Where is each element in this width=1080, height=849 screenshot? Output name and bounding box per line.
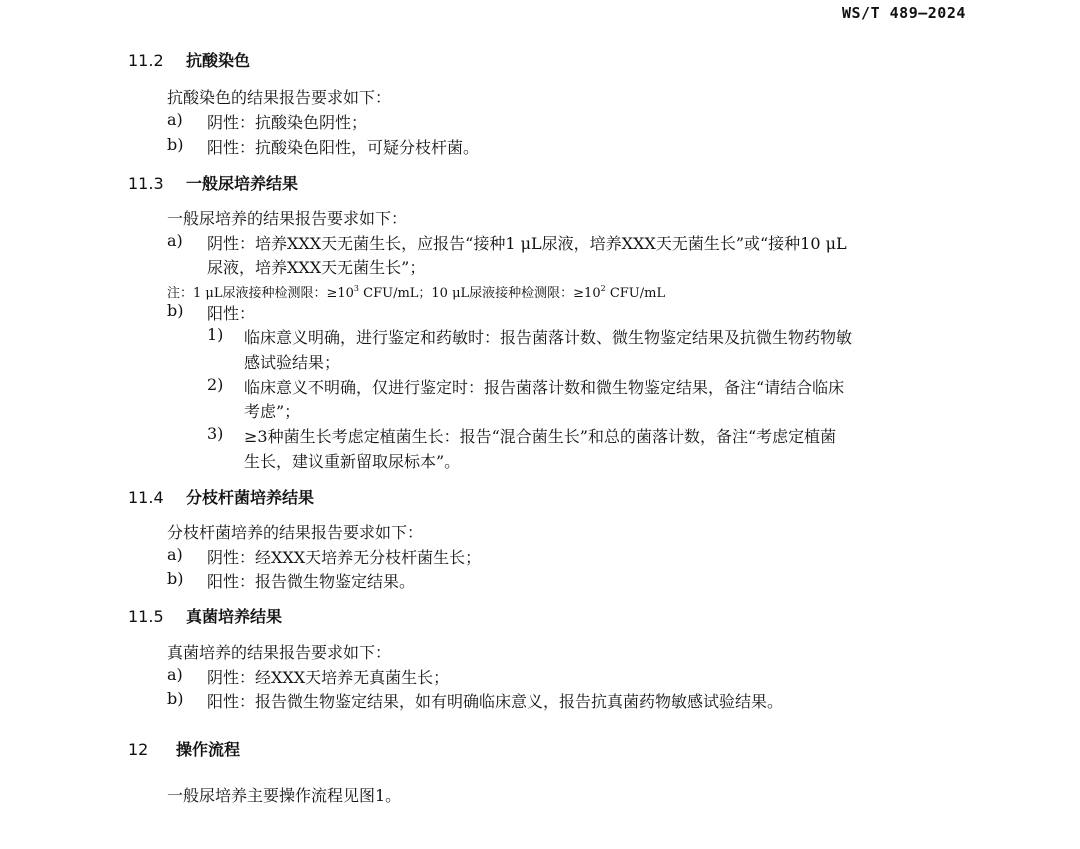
list-item-label: a) — [167, 545, 183, 564]
list-item-label: a) — [167, 665, 183, 684]
section-heading-11-3 — [128, 171, 298, 194]
sub-item-label: 2) — [207, 375, 224, 394]
paragraph-intro: 分枝杆菌培养的结果报告要求如下： — [167, 523, 424, 542]
sub-item-text-continued: 考虑”； — [244, 402, 301, 421]
section-number: 11.3 — [128, 174, 164, 193]
section-title: 真菌培养结果 — [186, 607, 283, 626]
note-text: CFU/mL；10 μL尿液接种检测限：≥10 — [359, 286, 601, 301]
paragraph-intro: 抗酸染色的结果报告要求如下： — [167, 88, 392, 107]
section-title: 操作流程 — [176, 740, 241, 759]
section-title: 一般尿培养结果 — [186, 174, 299, 193]
note-text: 注：1 μL尿液接种检测限：≥10 — [167, 286, 354, 301]
section-heading-11-2 — [128, 48, 250, 71]
sub-item-text-continued: 生长，建议重新留取尿标本”。 — [244, 452, 461, 471]
section-number: 11.5 — [128, 607, 164, 626]
list-item-label: b) — [167, 135, 184, 154]
note — [167, 282, 665, 301]
paragraph-intro: 真菌培养的结果报告要求如下： — [167, 643, 392, 662]
sub-item-label: 3) — [207, 424, 224, 443]
section-number: 12 — [128, 740, 149, 759]
list-item-text: 阴性：经XXX天培养无真菌生长； — [207, 668, 450, 687]
list-item-label: a) — [167, 110, 183, 129]
sub-item-text-continued: 感试验结果； — [244, 353, 341, 372]
note-exponent: 2 — [600, 284, 606, 293]
paragraph-intro: 一般尿培养的结果报告要求如下： — [167, 209, 408, 228]
sub-item-text: ≥3种菌生长考虑定植菌生长：报告“混合菌生长”和总的菌落计数，备注“考虑定植菌 — [244, 427, 837, 446]
list-item-text: 阴性：培养XXX天无菌生长，应报告“接种1 μL尿液，培养XXX天无菌生长”或“接种10 μL — [207, 234, 847, 253]
list-item-text-continued: 尿液，培养XXX天无菌生长”； — [207, 258, 426, 277]
sub-item-label: 1) — [207, 325, 224, 344]
list-item-text: 阴性：经XXX天培养无分枝杆菌生长； — [207, 548, 482, 567]
list-item-text: 阳性：抗酸染色阳性，可疑分枝杆菌。 — [207, 138, 480, 157]
section-title: 抗酸染色 — [186, 51, 251, 70]
section-number: 11.2 — [128, 51, 164, 70]
list-item-text: 阳性：报告微生物鉴定结果，如有明确临床意义，报告抗真菌药物敏感试验结果。 — [207, 692, 784, 711]
section-heading-12 — [128, 737, 240, 760]
list-item-label: b) — [167, 689, 184, 708]
list-item-label: b) — [167, 301, 184, 320]
sub-item-text: 临床意义不明确，仅进行鉴定时：报告菌落计数和微生物鉴定结果，备注“请结合临床 — [244, 378, 845, 397]
section-heading-11-5 — [128, 604, 282, 627]
list-item-label: a) — [167, 231, 183, 250]
sub-item-text: 临床意义明确，进行鉴定和药敏时：报告菌落计数、微生物鉴定结果及抗微生物药物敏 — [244, 328, 853, 347]
note-exponent: 3 — [353, 284, 360, 293]
list-item-text: 阴性：抗酸染色阴性； — [207, 113, 368, 132]
section-heading-11-4 — [128, 485, 314, 508]
list-item-text: 阳性： — [207, 304, 256, 323]
section-number: 11.4 — [128, 488, 164, 507]
section-title: 分枝杆菌培养结果 — [186, 488, 315, 507]
list-item-label: b) — [167, 569, 184, 588]
note-text: CFU/mL — [605, 286, 666, 301]
paragraph-intro: 一般尿培养主要操作流程见图1。 — [167, 786, 402, 805]
standard-code: WS/T 489—2024 — [842, 4, 966, 22]
list-item-text: 阳性：报告微生物鉴定结果。 — [207, 572, 416, 591]
